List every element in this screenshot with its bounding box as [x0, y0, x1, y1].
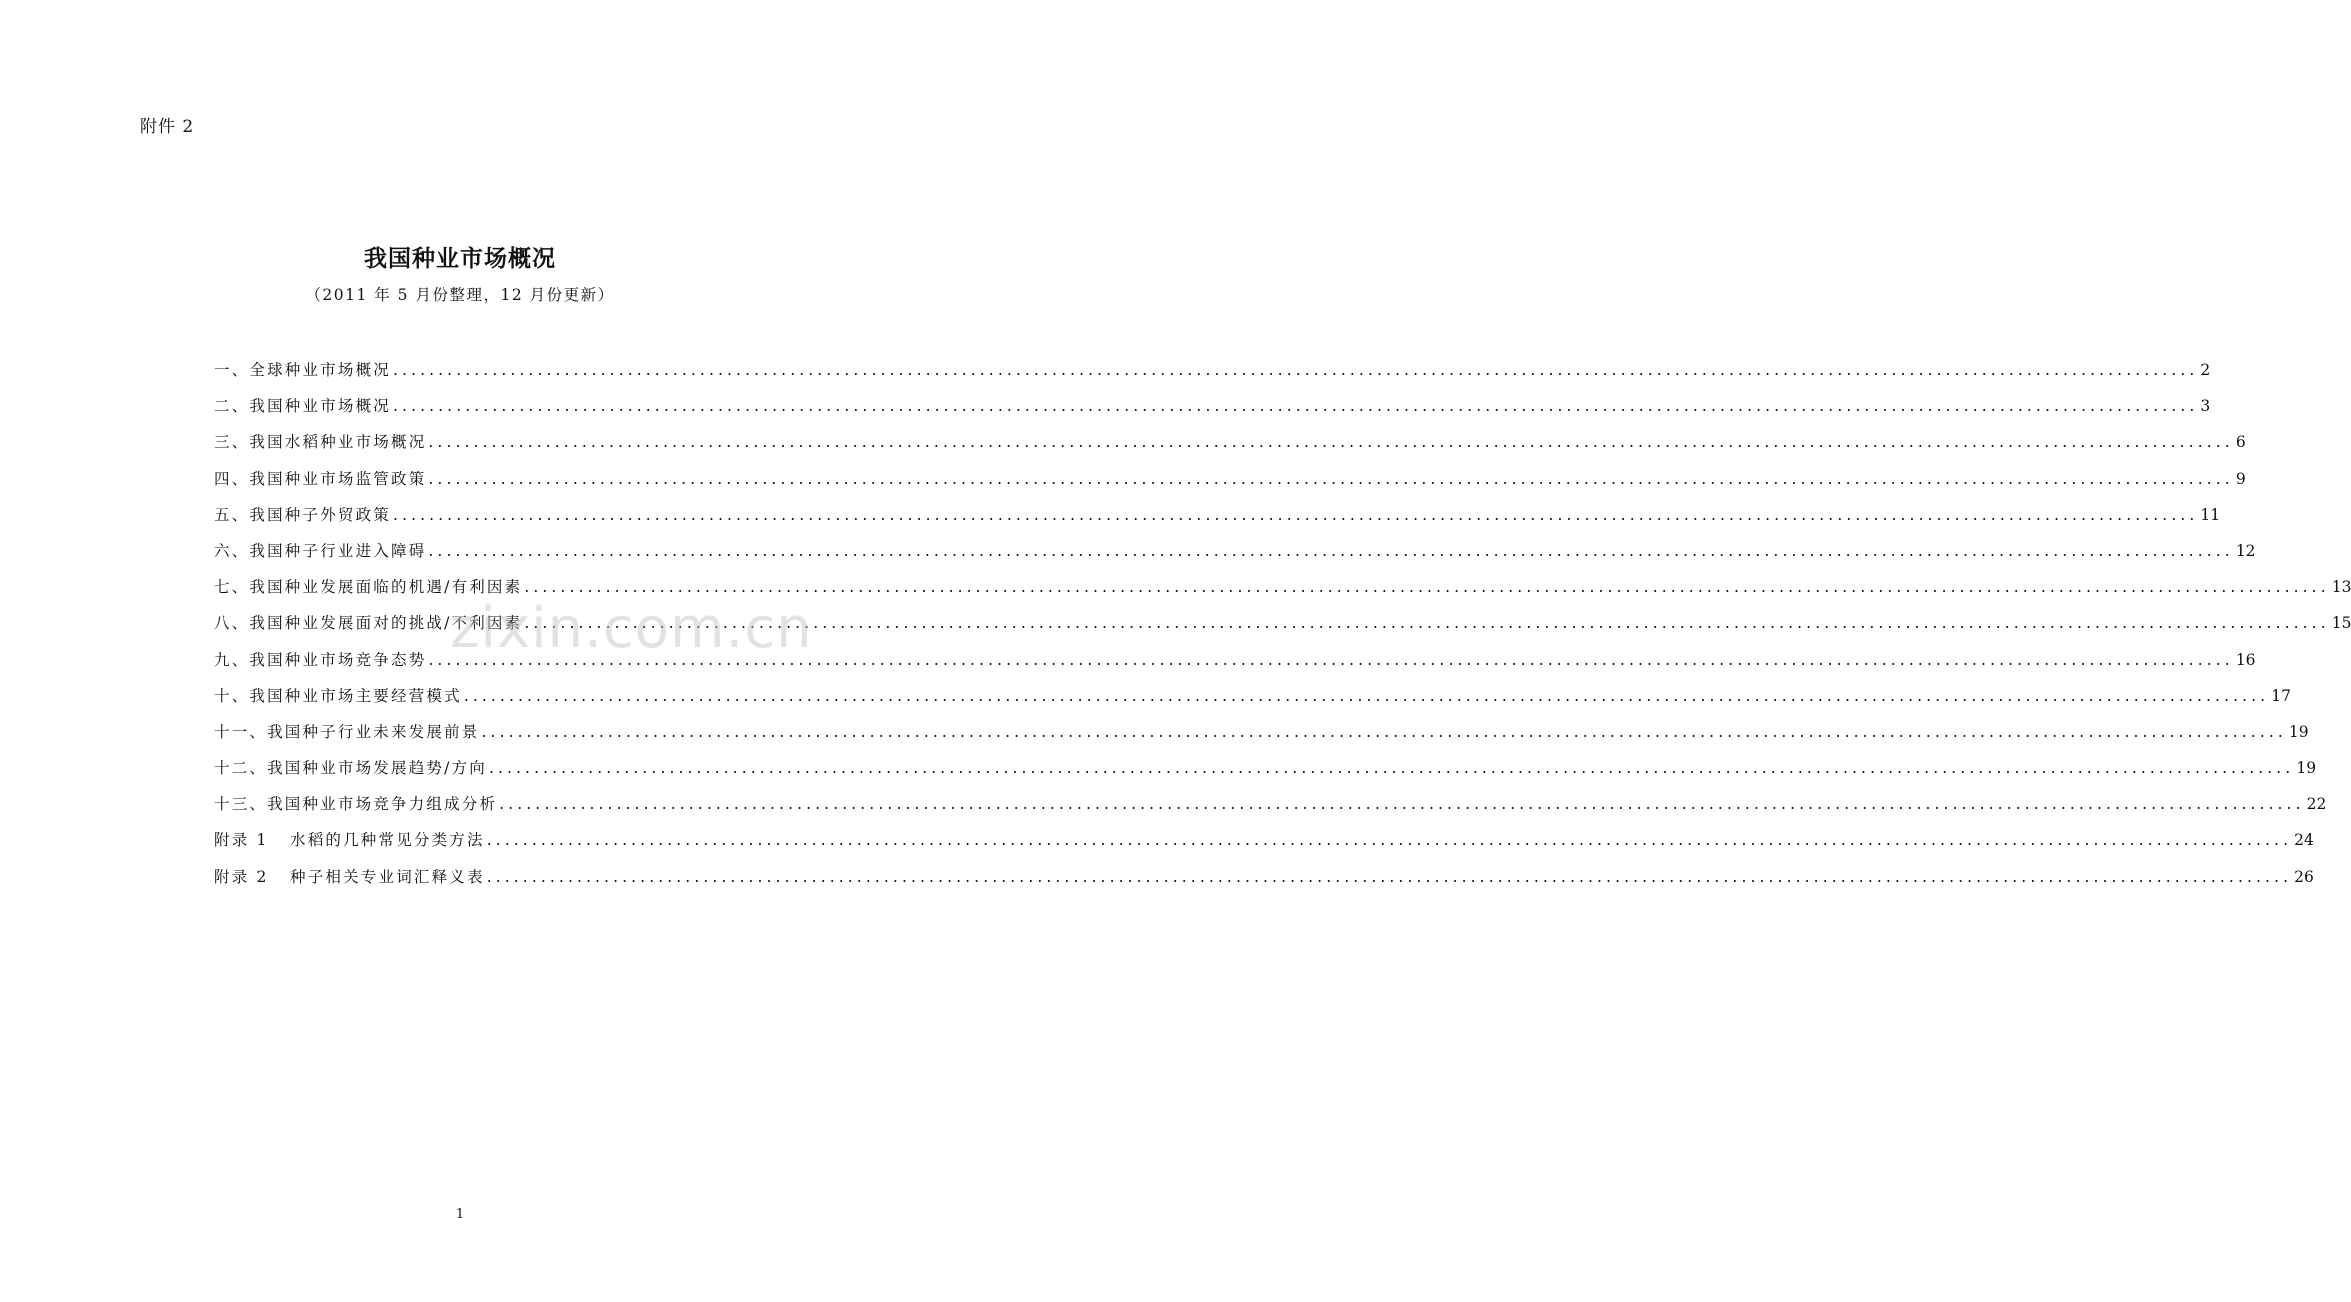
- toc-entry-page: 19: [2288, 722, 2309, 741]
- toc-entry-page: 15: [2331, 614, 2351, 633]
- toc-appendix-label: [214, 865, 485, 887]
- toc-entry-label: 十三、我国种业市场竞争力组成分析: [214, 795, 498, 814]
- toc-entry-label: 六、我国种子行业进入障碍: [214, 541, 427, 560]
- document-subtitle: （2011 年 5 月份整理，12 月份更新）: [305, 286, 615, 304]
- table-of-contents: [214, 358, 2351, 901]
- toc-dot-leader: ........................................................................................................................................................................................................: [499, 795, 2305, 814]
- toc-entry-page: 2: [2200, 361, 2211, 379]
- toc-entry-label: 一、全球种业市场概况: [214, 361, 392, 379]
- page-number: 1: [455, 1207, 465, 1222]
- toc-entry[interactable]: [214, 792, 2327, 828]
- toc-entry[interactable]: [214, 394, 2211, 430]
- appendix-title: 水稻的几种常见分类方法: [290, 831, 485, 850]
- toc-entry-label: 十一、我国种子行业未来发展前景: [214, 722, 480, 741]
- toc-dot-leader: ........................................................................................................................................................................................................: [428, 650, 2234, 669]
- toc-entry[interactable]: [214, 684, 2291, 720]
- toc-entry-page: 22: [2306, 795, 2327, 814]
- toc-entry-page: 19: [2296, 759, 2317, 778]
- document-title: 我国种业市场概况: [364, 245, 556, 272]
- toc-entry-page: 13: [2331, 578, 2351, 597]
- appendix-title: 种子相关专业词汇释义表: [290, 867, 485, 886]
- toc-dot-leader: ........................................................................................................................................................................................................: [393, 505, 2199, 524]
- toc-entry-label: 二、我国种业市场概况: [214, 397, 392, 416]
- appendix-number: 附录 1: [214, 831, 269, 850]
- attachment-label: 附件 2: [140, 117, 195, 137]
- toc-entry[interactable]: [214, 358, 2211, 394]
- toc-appendix-entry[interactable]: [214, 828, 2314, 864]
- toc-entry-label: 五、我国种子外贸政策: [214, 505, 392, 524]
- toc-entry[interactable]: [214, 503, 2221, 539]
- toc-dot-leader: ........................................................................................................................................................................................................: [393, 397, 2199, 416]
- toc-dot-leader: ........................................................................................................................................................................................................: [428, 469, 2234, 488]
- toc-dot-leader: ........................................................................................................................................................................................................: [524, 578, 2330, 597]
- toc-entry[interactable]: [214, 648, 2256, 684]
- toc-entry[interactable]: [214, 756, 2317, 792]
- toc-entry-label: 十、我国种业市场主要经营模式: [214, 686, 462, 705]
- toc-entry-page: 12: [2235, 541, 2256, 560]
- toc-entry-page: 24: [2294, 831, 2314, 850]
- toc-entry[interactable]: [214, 720, 2309, 756]
- toc-entry-page: 16: [2235, 650, 2256, 669]
- toc-entry[interactable]: [214, 430, 2246, 466]
- watermark: zixin.com.cn: [450, 596, 813, 661]
- toc-dot-leader: ........................................................................................................................................................................................................: [488, 759, 2295, 778]
- toc-appendix-entry[interactable]: [214, 865, 2314, 901]
- toc-entry-label: 三、我国水稻种业市场概况: [214, 433, 427, 452]
- toc-dot-leader: ........................................................................................................................................................................................................: [393, 361, 2199, 379]
- toc-entry-label: 八、我国种业发展面对的挑战/不利因素: [214, 614, 523, 633]
- toc-entry-page: 11: [2200, 505, 2221, 524]
- toc-appendix-label: [214, 828, 485, 850]
- toc-dot-leader: ........................................................................................................................................................................................................: [486, 867, 2293, 886]
- toc-entry[interactable]: [214, 467, 2246, 503]
- toc-entry-label: 十二、我国种业市场发展趋势/方向: [214, 759, 487, 778]
- toc-dot-leader: ........................................................................................................................................................................................................: [524, 614, 2330, 633]
- toc-entry[interactable]: [214, 611, 2351, 647]
- toc-entry-page: 17: [2271, 686, 2291, 705]
- toc-entry-page: 3: [2200, 397, 2211, 416]
- toc-dot-leader: ........................................................................................................................................................................................................: [428, 433, 2234, 452]
- toc-entry-label: 九、我国种业市场竞争态势: [214, 650, 427, 669]
- toc-dot-leader: ........................................................................................................................................................................................................: [428, 541, 2234, 560]
- toc-dot-leader: ........................................................................................................................................................................................................: [481, 722, 2287, 741]
- toc-entry-page: 26: [2294, 867, 2314, 886]
- toc-entry[interactable]: [214, 575, 2351, 611]
- toc-entry-page: 9: [2235, 469, 2246, 488]
- toc-entry[interactable]: [214, 539, 2256, 575]
- appendix-number: 附录 2: [214, 867, 269, 886]
- toc-entry-page: 6: [2235, 433, 2246, 452]
- toc-entry-label: 四、我国种业市场监管政策: [214, 469, 427, 488]
- toc-dot-leader: ........................................................................................................................................................................................................: [463, 686, 2270, 705]
- toc-dot-leader: ........................................................................................................................................................................................................: [486, 831, 2293, 850]
- toc-entry-label: 七、我国种业发展面临的机遇/有利因素: [214, 578, 523, 597]
